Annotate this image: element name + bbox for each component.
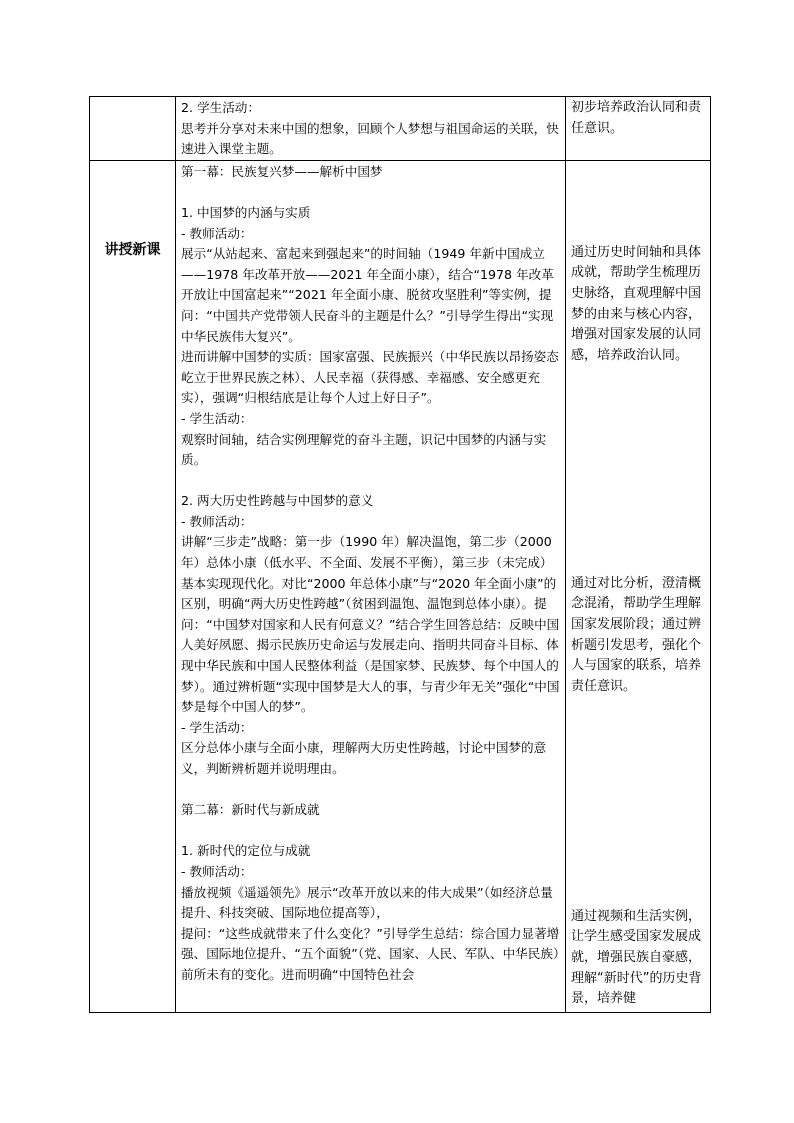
content-cell [176,97,566,161]
content-line: - 教师活动： [181,513,253,529]
aim-block [566,161,710,1012]
aim-cell [566,160,711,1012]
table-row [90,160,711,1012]
content-line: 1. 中国梦的内涵与实质 [181,204,311,220]
section-label-cell [90,160,176,1012]
section-cell-empty [90,97,176,161]
content-line: 2. 两大历史性跨越与中国梦的意义 [181,493,374,509]
content-line: - 教师活动： [181,863,253,879]
content-cell [176,160,566,1012]
content-line: 观察时间轴，结合实例理解党的奋斗主题，识记中国梦的内涵与实质。 [181,431,547,468]
table-row [90,97,711,161]
content-line: 区分总体小康与全面小康，理解两大历史性跨越，讨论中国梦的意义，判断辨析题并说明理由。 [181,740,547,776]
content-line: 播放视频《遥遥领先》展示“改革开放以来的伟大成果”（如经济总量提升、科技突破、国际地位提高等）， [181,884,553,921]
aim-text: 初步培养政治认同和责任意识。 [571,100,702,136]
aim-text: 通过对比分析，澄清概念混淆，帮助学生理解国家发展阶段；通过辨析题引发思考，强化个人与国家的联系，培养责任意识。 [571,575,702,694]
lesson-plan-table [89,96,711,1013]
blank-line [181,821,562,842]
content-block [176,97,565,160]
aim-cell [566,97,711,161]
blank-line [181,780,562,801]
content-line: - 学生活动： [181,719,253,735]
content-line: 思考并分享对未来中国的想象，回顾个人梦想与祖国命运的关联，快速进入课堂主题。 [181,120,559,157]
content-line: 展示“从站起来、富起来到强起来”的时间轴（1949 年新中国成立——1978 年改革开放——2021 年全面小康），结合“1978 年改革开放让中国富起来”“2021 年全面小康、脱贫攻坚胜利”等实例，提问：“中国共产党带领人民奋斗的主题是什么？”引导学生得出“实现中华民族伟大复兴”。 [181,246,554,344]
content-line: - 学生活动： [181,410,253,426]
aim-text: 通过历史时间轴和具体成就，帮助学生梳理历史脉络，直观理解中国梦的由来与核心内容，增强对国家发展的认同感，培养政治认同。 [571,244,702,363]
content-line: - 教师活动： [181,225,253,241]
content-line: 第一幕：民族复兴梦——解析中国梦 [181,163,383,179]
content-line: 第二幕：新时代与新成就 [181,802,320,818]
content-line: 1. 新时代的定位与成就 [181,843,311,859]
section-label: 讲授新课 [104,241,161,258]
blank-line [181,182,562,203]
content-line: 2. 学生活动： [181,100,260,115]
content-line: 讲解“三步走”战略：第一步（1990 年）解决温饱，第二步（2000 年）总体小康（低水平、不全面、发展不平衡），第三步（未完成）基本实现现代化。对比“2000 年总体小康”与“2020 年全面小康”的区别，明确“两大历史性跨越”（贫困到温饱、温饱到总体小康）。提问：“中国梦对国家和人民有何意义？”结合学生回答总结：反映中国人美好夙愿、揭示民族历史命运与发展走向、指明共同奋斗目标、体现中华民族和中国人民整体利益（是国家梦、民族梦、每个中国人的梦）。通过辨析题“实现中国梦是大人的事，与青少年无关”强化“中国梦是每个中国人的梦”。 [181,534,560,715]
content-block [176,161,565,1012]
content-line: 提问：“这些成就带来了什么变化？”引导学生总结：综合国力显著增强、国际地位提升、“五个面貌”（党、国家、人民、军队、中华民族）前所未有的变化。进而明确“中国特色社会 [181,925,560,982]
content-line: 进而讲解中国梦的实质：国家富强、民族振兴（中华民族以昂扬姿态屹立于世界民族之林）、人民幸福（获得感、幸福感、安全感更充实），强调“归根结底是让每个人过上好日子”。 [181,349,559,406]
aim-text: 通过视频和生活实例，让学生感受国家发展成就，增强民族自豪感，理解“新时代”的历史背景，培养健 [571,908,702,1007]
blank-line [181,471,562,492]
